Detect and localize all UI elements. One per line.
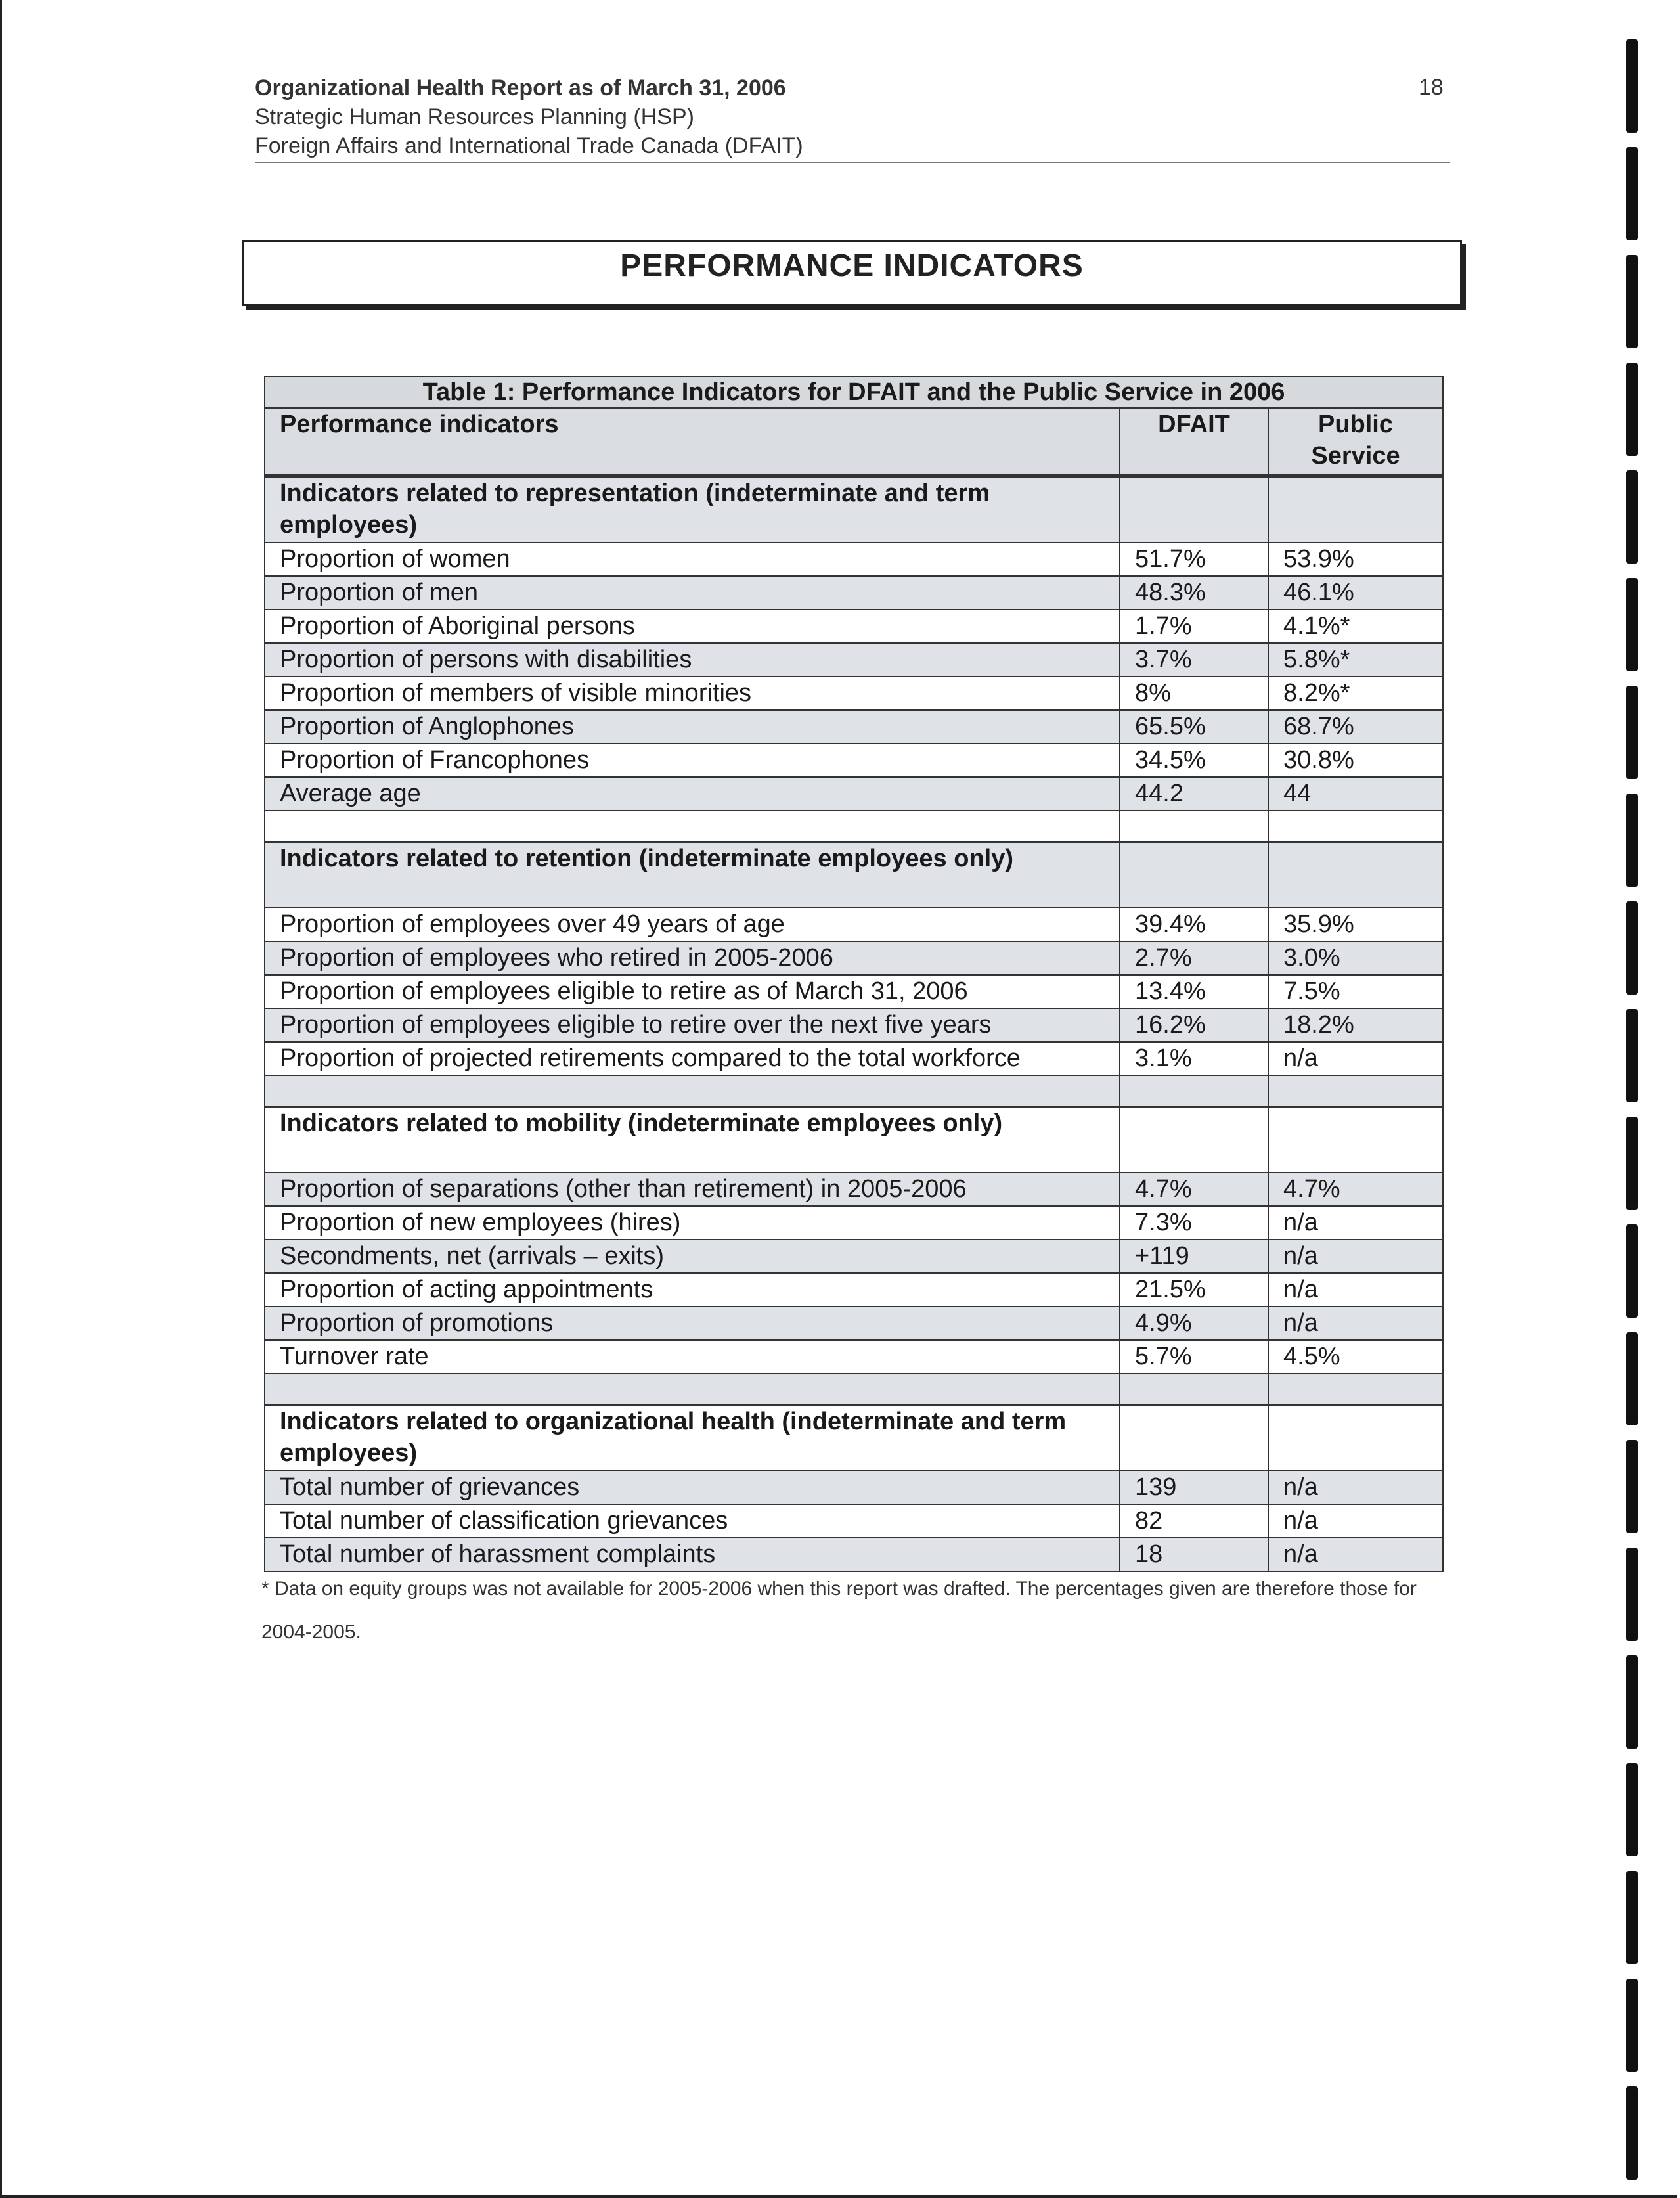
table-header-row <box>265 408 1443 476</box>
dfait-value-cell: 1.7% <box>1120 610 1268 643</box>
public-service-value-cell: n/a <box>1268 1240 1443 1273</box>
dfait-value-cell: 8% <box>1120 677 1268 710</box>
dfait-value-cell <box>1120 1075 1268 1107</box>
indicator-cell: Proportion of women <box>265 543 1120 576</box>
public-service-value-cell <box>1268 476 1443 543</box>
table-row <box>265 543 1443 576</box>
indicator-cell: Proportion of employees who retired in 2005-2006 <box>265 941 1120 975</box>
indicator-cell: Proportion of persons with disabilities <box>265 643 1120 677</box>
public-service-value-cell <box>1268 842 1443 908</box>
binding-hole-mark <box>1626 470 1638 564</box>
table-row <box>265 1008 1443 1042</box>
page-number: 18 <box>1419 75 1444 100</box>
group-heading-cell: Indicators related to retention (indeterminate employees only) <box>265 842 1120 908</box>
public-service-value-cell: 44 <box>1268 777 1443 811</box>
dfait-value-cell: 4.7% <box>1120 1173 1268 1206</box>
public-service-value-cell: 4.5% <box>1268 1340 1443 1374</box>
table-group-row <box>265 1107 1443 1173</box>
dfait-value-cell <box>1120 1107 1268 1173</box>
table-row <box>265 610 1443 643</box>
indicator-cell: Proportion of promotions <box>265 1307 1120 1340</box>
binding-hole-mark <box>1626 147 1638 240</box>
binding-hole-mark <box>1626 578 1638 671</box>
public-service-value-cell: 5.8%* <box>1268 643 1443 677</box>
table-row <box>265 908 1443 941</box>
binding-hole-mark <box>1626 794 1638 887</box>
dfait-value-cell: 16.2% <box>1120 1008 1268 1042</box>
binding-hole-mark <box>1626 1117 1638 1210</box>
binding-hole-mark <box>1626 1763 1638 1856</box>
table-row <box>265 777 1443 811</box>
table-spacer-row <box>265 1075 1443 1107</box>
table-spacer-row <box>265 811 1443 842</box>
public-service-value-cell <box>1268 811 1443 842</box>
binding-hole-mark <box>1626 686 1638 779</box>
indicator-cell: Proportion of acting appointments <box>265 1273 1120 1307</box>
indicator-cell <box>265 811 1120 842</box>
indicator-cell: Proportion of employees eligible to retire over the next five years <box>265 1008 1120 1042</box>
table-row <box>265 975 1443 1008</box>
public-service-value-cell <box>1268 1374 1443 1405</box>
indicator-cell: Proportion of Aboriginal persons <box>265 610 1120 643</box>
indicator-cell: Total number of grievances <box>265 1471 1120 1504</box>
dfait-value-cell: 34.5% <box>1120 744 1268 777</box>
public-service-value-cell: 7.5% <box>1268 975 1443 1008</box>
indicator-cell: Proportion of Francophones <box>265 744 1120 777</box>
dfait-value-cell <box>1120 1405 1268 1471</box>
binding-hole-mark <box>1626 2086 1638 2180</box>
table-row <box>265 1340 1443 1374</box>
dfait-value-cell <box>1120 476 1268 543</box>
public-service-value-cell: n/a <box>1268 1206 1443 1240</box>
section-title-box <box>242 240 1462 306</box>
public-service-value-cell: n/a <box>1268 1042 1443 1075</box>
public-service-value-cell: 18.2% <box>1268 1008 1443 1042</box>
performance-table <box>264 376 1444 1572</box>
dfait-value-cell: 39.4% <box>1120 908 1268 941</box>
dfait-value-cell <box>1120 842 1268 908</box>
table-row <box>265 1173 1443 1206</box>
table-row <box>265 710 1443 744</box>
table-row <box>265 576 1443 610</box>
public-service-value-cell: n/a <box>1268 1471 1443 1504</box>
public-service-value-cell: 68.7% <box>1268 710 1443 744</box>
section-title: PERFORMANCE INDICATORS <box>620 248 1084 283</box>
binding-hole-mark <box>1626 1979 1638 2072</box>
binding-hole-mark <box>1626 1548 1638 1641</box>
indicator-cell: Turnover rate <box>265 1340 1120 1374</box>
group-heading-cell: Indicators related to mobility (indeterminate employees only) <box>265 1107 1120 1173</box>
binding-hole-mark <box>1626 1224 1638 1318</box>
binding-hole-mark <box>1626 1332 1638 1425</box>
table-row <box>265 1307 1443 1340</box>
public-service-value-cell: 35.9% <box>1268 908 1443 941</box>
dfait-value-cell: 82 <box>1120 1504 1268 1538</box>
public-service-value-cell: 53.9% <box>1268 543 1443 576</box>
public-service-value-cell: 30.8% <box>1268 744 1443 777</box>
dfait-value-cell <box>1120 1374 1268 1405</box>
public-service-value-cell: 8.2%* <box>1268 677 1443 710</box>
public-service-value-cell <box>1268 1107 1443 1173</box>
table-row <box>265 1206 1443 1240</box>
indicator-cell: Secondments, net (arrivals – exits) <box>265 1240 1120 1273</box>
indicator-cell: Proportion of Anglophones <box>265 710 1120 744</box>
public-service-value-cell: n/a <box>1268 1504 1443 1538</box>
indicator-cell: Proportion of employees eligible to retire as of March 31, 2006 <box>265 975 1120 1008</box>
table-row <box>265 643 1443 677</box>
indicator-cell: Total number of harassment complaints <box>265 1538 1120 1571</box>
table-row <box>265 1538 1443 1571</box>
report-subtitle: Strategic Human Resources Planning (HSP) <box>255 104 694 129</box>
dfait-value-cell: 2.7% <box>1120 941 1268 975</box>
group-heading-cell: Indicators related to representation (indeterminate and term employees) <box>265 476 1120 543</box>
public-service-value-cell: n/a <box>1268 1307 1443 1340</box>
public-service-value-cell: n/a <box>1268 1273 1443 1307</box>
column-header-indicator: Performance indicators <box>265 408 1120 476</box>
indicator-cell: Proportion of projected retirements compared to the total workforce <box>265 1042 1120 1075</box>
dfait-value-cell: 7.3% <box>1120 1206 1268 1240</box>
dfait-value-cell: 21.5% <box>1120 1273 1268 1307</box>
binding-hole-mark <box>1626 39 1638 133</box>
binding-hole-mark <box>1626 1009 1638 1102</box>
table-row <box>265 1471 1443 1504</box>
table-caption-row <box>265 376 1443 408</box>
table-spacer-row <box>265 1374 1443 1405</box>
table-row <box>265 744 1443 777</box>
indicator-cell: Proportion of members of visible minorities <box>265 677 1120 710</box>
dfait-value-cell: 51.7% <box>1120 543 1268 576</box>
indicator-cell: Proportion of separations (other than retirement) in 2005-2006 <box>265 1173 1120 1206</box>
binding-hole-mark <box>1626 901 1638 995</box>
table-group-row <box>265 842 1443 908</box>
binding-hole-mark <box>1626 363 1638 456</box>
public-service-value-cell: 4.7% <box>1268 1173 1443 1206</box>
table-row <box>265 677 1443 710</box>
public-service-value-cell: 46.1% <box>1268 576 1443 610</box>
dfait-value-cell: 48.3% <box>1120 576 1268 610</box>
dfait-value-cell: 65.5% <box>1120 710 1268 744</box>
dfait-value-cell: +119 <box>1120 1240 1268 1273</box>
indicator-cell: Total number of classification grievances <box>265 1504 1120 1538</box>
dfait-value-cell: 3.7% <box>1120 643 1268 677</box>
column-header-dfait: DFAIT <box>1120 408 1268 476</box>
table-row <box>265 1273 1443 1307</box>
binding-hole-mark <box>1626 1440 1638 1533</box>
table-group-row <box>265 1405 1443 1471</box>
public-service-value-cell: 4.1%* <box>1268 610 1443 643</box>
dfait-value-cell: 18 <box>1120 1538 1268 1571</box>
table-caption: Table 1: Performance Indicators for DFAIT and the Public Service in 2006 <box>265 376 1443 408</box>
indicator-cell: Proportion of employees over 49 years of age <box>265 908 1120 941</box>
report-title: Organizational Health Report as of March 31, 2006 <box>255 76 786 101</box>
public-service-value-cell: 3.0% <box>1268 941 1443 975</box>
binding-hole-mark <box>1626 1655 1638 1749</box>
report-department: Foreign Affairs and International Trade Canada (DFAIT) <box>255 133 803 158</box>
indicator-cell: Proportion of men <box>265 576 1120 610</box>
public-service-value-cell: n/a <box>1268 1538 1443 1571</box>
indicator-cell: Average age <box>265 777 1120 811</box>
dfait-value-cell: 5.7% <box>1120 1340 1268 1374</box>
indicator-cell: Proportion of new employees (hires) <box>265 1206 1120 1240</box>
table-row <box>265 1240 1443 1273</box>
binding-hole-mark <box>1626 255 1638 348</box>
group-heading-cell: Indicators related to organizational health (indeterminate and term employees) <box>265 1405 1120 1471</box>
table-row <box>265 1504 1443 1538</box>
public-service-value-cell <box>1268 1075 1443 1107</box>
dfait-value-cell: 139 <box>1120 1471 1268 1504</box>
dfait-value-cell: 4.9% <box>1120 1307 1268 1340</box>
public-service-value-cell <box>1268 1405 1443 1471</box>
binding-hole-mark <box>1626 1871 1638 1964</box>
table-footnote: * Data on equity groups was not available for 2005-2006 when this report was drafted. The percentages given are therefore those for 2004-2005. <box>261 1578 1417 1643</box>
indicator-cell <box>265 1075 1120 1107</box>
dfait-value-cell <box>1120 811 1268 842</box>
column-header-public-service: Public Service <box>1268 408 1443 476</box>
page-header <box>255 74 1450 163</box>
indicator-cell <box>265 1374 1120 1405</box>
dfait-value-cell: 3.1% <box>1120 1042 1268 1075</box>
table-row <box>265 941 1443 975</box>
table-row <box>265 1042 1443 1075</box>
dfait-value-cell: 44.2 <box>1120 777 1268 811</box>
table-group-row <box>265 476 1443 543</box>
dfait-value-cell: 13.4% <box>1120 975 1268 1008</box>
